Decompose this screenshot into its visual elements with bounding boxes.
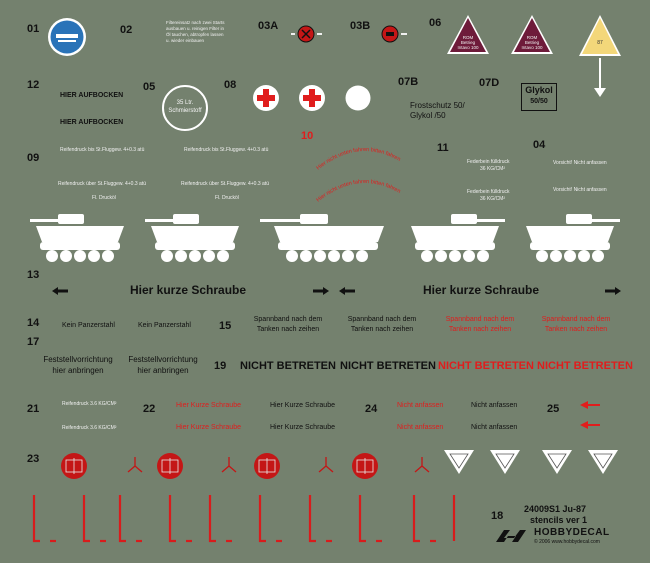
label-11: 11 bbox=[437, 142, 449, 154]
spannband-4-line-2: Tanken nach zeihen bbox=[544, 326, 608, 333]
spannband-3-line-2: Tanken nach zeihen bbox=[448, 326, 512, 333]
feststell-2-line-2: hier anbringen bbox=[137, 366, 189, 375]
tank-silhouette-1 bbox=[30, 212, 130, 268]
vorsicht-text-2: Vorsicht! Nicht anfassen bbox=[553, 187, 607, 193]
triangle-2-text-2: Betrieg bbox=[524, 40, 540, 45]
reifen-21-text-2: Reifendruck 3.6 KG/CM² bbox=[62, 425, 117, 431]
label-17: 17 bbox=[27, 336, 40, 348]
spannband-1-line-2: Tanken nach zeihen bbox=[256, 326, 320, 333]
brand-text: HOBBYDECAL bbox=[534, 527, 610, 538]
anfassen-text-1: Nicht anfassen bbox=[397, 402, 444, 409]
decal-03b-red-disc bbox=[375, 22, 411, 44]
glykol-line-2: 50/50 bbox=[530, 98, 548, 105]
red-disc-3 bbox=[254, 453, 280, 479]
feststell-1-line-1: Feststellvorrichtung bbox=[43, 355, 113, 364]
label-22: 22 bbox=[143, 403, 156, 415]
tripod-icon-1 bbox=[128, 457, 142, 472]
triangle-1-text-2: Betrieg bbox=[460, 40, 476, 45]
triangle-2-text-3: Intavo 100 bbox=[521, 45, 543, 50]
feststell-2-line-1: Feststellvorrichtung bbox=[128, 355, 198, 364]
schraube-text-2: Hier kurze Schraube bbox=[423, 283, 540, 297]
kurze-text-4: Hier Kurze Schraube bbox=[270, 424, 335, 431]
betreten-text-2: NICHT BETRETEN bbox=[340, 360, 436, 372]
betreten-text-1: NICHT BETRETEN bbox=[240, 360, 336, 372]
schmierstoff-line-2: Schmierstoff bbox=[168, 108, 202, 114]
code-text-2: stencils ver 1 bbox=[530, 515, 588, 525]
kurze-text-3: Hier Kurze Schraube bbox=[176, 424, 241, 431]
label-10: 10 bbox=[301, 130, 314, 142]
copyright-text: © 2006 www.hobbydecal.com bbox=[534, 539, 600, 545]
betreten-text-3: NICHT BETRETEN bbox=[438, 360, 534, 372]
anfassen-text-3: Nicht anfassen bbox=[397, 424, 444, 431]
decal-08-red-cross-2 bbox=[299, 85, 325, 111]
druckol-text-2: Fl. Drucköl bbox=[215, 195, 239, 201]
label-05: 05 bbox=[143, 81, 156, 93]
red-disc-1 bbox=[61, 453, 87, 479]
frostschutz-line-1: Frostschutz 50/ bbox=[410, 101, 465, 110]
red-disc-4 bbox=[352, 453, 378, 479]
tire-text-3: Reifendruck über St.Fluggew. 4+0.3 atü bbox=[58, 181, 146, 187]
filter-line-2: ausbauen u. reinigen Filter in bbox=[166, 26, 225, 31]
tire-text-2: Reifendruck bis St.Fluggew. 4+0.3 atü bbox=[184, 147, 269, 153]
label-19: 19 bbox=[214, 360, 227, 372]
label-25: 25 bbox=[547, 403, 560, 415]
federbein-text-4: 36 KG/CM² bbox=[480, 196, 506, 202]
spannband-2-line-2: Tanken nach zeihen bbox=[350, 326, 414, 333]
label-09: 09 bbox=[27, 152, 40, 164]
spannband-3-line-1: Spannband nach dem bbox=[445, 316, 515, 323]
decal-23-red-discs bbox=[60, 448, 440, 484]
frostschutz-line-2: Glykol /50 bbox=[410, 111, 446, 120]
spannband-4-line-1: Spannband nach dem bbox=[541, 316, 611, 323]
arc-text-top: Hier nicht unten fahren bitten fahren bbox=[315, 146, 402, 172]
label-03b: 03B bbox=[350, 20, 371, 32]
white-triangle-1 bbox=[444, 450, 474, 474]
tripod-icon-3 bbox=[319, 457, 333, 472]
triangle-1-text-3: Intavo 100 bbox=[457, 45, 479, 50]
label-07d: 07D bbox=[479, 77, 500, 89]
decal-08-white-disc bbox=[345, 85, 371, 111]
white-triangle-2 bbox=[490, 450, 520, 474]
label-12: 12 bbox=[27, 79, 40, 91]
tripod-icon-2 bbox=[222, 457, 236, 472]
label-01: 01 bbox=[27, 23, 40, 35]
decal-06-yellow-triangle bbox=[578, 14, 622, 102]
arrow-right-icon-2 bbox=[605, 287, 621, 295]
arc-text-bottom: Hier nicht unten fahren bitten fahren bbox=[315, 178, 402, 204]
glykol-line-1: Glykol bbox=[525, 85, 553, 95]
decal-01-blue-disc bbox=[47, 17, 87, 57]
label-24: 24 bbox=[365, 403, 378, 415]
label-06: 06 bbox=[429, 17, 442, 29]
label-18: 18 bbox=[491, 510, 504, 522]
kurze-text-2: Hier Kurze Schraube bbox=[270, 402, 335, 409]
decal-08-red-cross-1 bbox=[253, 85, 279, 111]
tripod-icon-4 bbox=[415, 457, 429, 472]
decal-23-white-triangles bbox=[442, 448, 622, 478]
tank-silhouette-3 bbox=[260, 212, 390, 268]
red-disc-2 bbox=[157, 453, 183, 479]
triangle-2-text-1: ROM bbox=[526, 35, 538, 40]
triangle-1-text-1: ROM bbox=[462, 35, 474, 40]
reifen-21-text-1: Reifendruck 3.6 KG/CM² bbox=[62, 401, 117, 407]
filter-line-1: Filtereinsatz nach zwei Starts bbox=[166, 20, 225, 25]
panzerstahl-text-2: Kein Panzerstahl bbox=[138, 322, 191, 329]
arrow-left-icon-2 bbox=[339, 287, 355, 295]
label-02: 02 bbox=[120, 24, 133, 36]
label-03a: 03A bbox=[258, 20, 279, 32]
schraube-text-1: Hier kurze Schraube bbox=[130, 283, 247, 297]
label-23: 23 bbox=[27, 453, 40, 465]
vorsicht-text-1: Vorsicht! Nicht anfassen bbox=[553, 160, 607, 166]
label-15: 15 bbox=[219, 320, 232, 332]
federbein-text-2: 36 KG/CM² bbox=[480, 166, 506, 172]
panzerstahl-text-1: Kein Panzerstahl bbox=[62, 322, 115, 329]
anfassen-text-2: Nicht anfassen bbox=[471, 402, 518, 409]
decal-03a-red-disc bbox=[288, 22, 324, 44]
tire-text-4: Reifendruck über St.Fluggew. 4+0.3 atü bbox=[181, 181, 269, 187]
anfassen-text-4: Nicht anfassen bbox=[471, 424, 518, 431]
spannband-2-line-1: Spannband nach dem bbox=[347, 316, 417, 323]
hobbydecal-logo-icon bbox=[492, 526, 534, 546]
spannband-1-line-1: Spannband nach dem bbox=[253, 316, 323, 323]
filter-line-4: u. wieder einbauen bbox=[166, 38, 205, 43]
tank-silhouette-5 bbox=[520, 212, 620, 268]
betreten-text-4: NICHT BETRETEN bbox=[537, 360, 633, 372]
arrow-left-icon-1 bbox=[52, 287, 68, 295]
white-triangle-4 bbox=[588, 450, 618, 474]
decal-10-red-arcs bbox=[310, 140, 420, 210]
schmierstoff-line-1: 35 Ltr. bbox=[176, 100, 194, 106]
tank-silhouette-2 bbox=[145, 212, 245, 268]
arrow-right-icon-1 bbox=[313, 287, 329, 295]
label-13: 13 bbox=[27, 269, 40, 281]
tank-silhouette-4 bbox=[405, 212, 505, 268]
decal-25-red-arrows bbox=[578, 401, 618, 433]
kurze-text-1: Hier Kurze Schraube bbox=[176, 402, 241, 409]
federbein-text-3: Federbein fülldruck bbox=[467, 189, 510, 195]
label-04: 04 bbox=[533, 139, 546, 151]
svg-text:Hier nicht unten fahren bitten bbox=[316, 147, 402, 172]
yellow-triangle-text: 87 bbox=[597, 40, 603, 46]
label-08: 08 bbox=[224, 79, 237, 91]
hier-aufbocken-2: HIER AUFBOCKEN bbox=[60, 119, 124, 126]
label-21: 21 bbox=[27, 403, 40, 415]
label-07b: 07B bbox=[398, 76, 419, 88]
decal-18-red-brackets bbox=[24, 493, 472, 545]
code-text-1: 24009S1 Ju-87 bbox=[524, 504, 587, 514]
druckol-text-1: Fl. Drucköl bbox=[92, 195, 116, 201]
hier-aufbocken-1: HIER AUFBOCKEN bbox=[60, 92, 124, 99]
svg-text:Hier nicht unten fahren bitten bbox=[316, 179, 402, 204]
federbein-text-1: Federbein fülldruck bbox=[467, 159, 510, 165]
tire-text-1: Reifendruck bis St.Fluggew. 4+0.3 atü bbox=[60, 147, 145, 153]
feststell-1-line-2: hier anbringen bbox=[52, 366, 104, 375]
white-triangle-3 bbox=[542, 450, 572, 474]
label-14: 14 bbox=[27, 317, 40, 329]
filter-line-3: Öl tauchen, abtropfen lassen bbox=[166, 32, 224, 37]
